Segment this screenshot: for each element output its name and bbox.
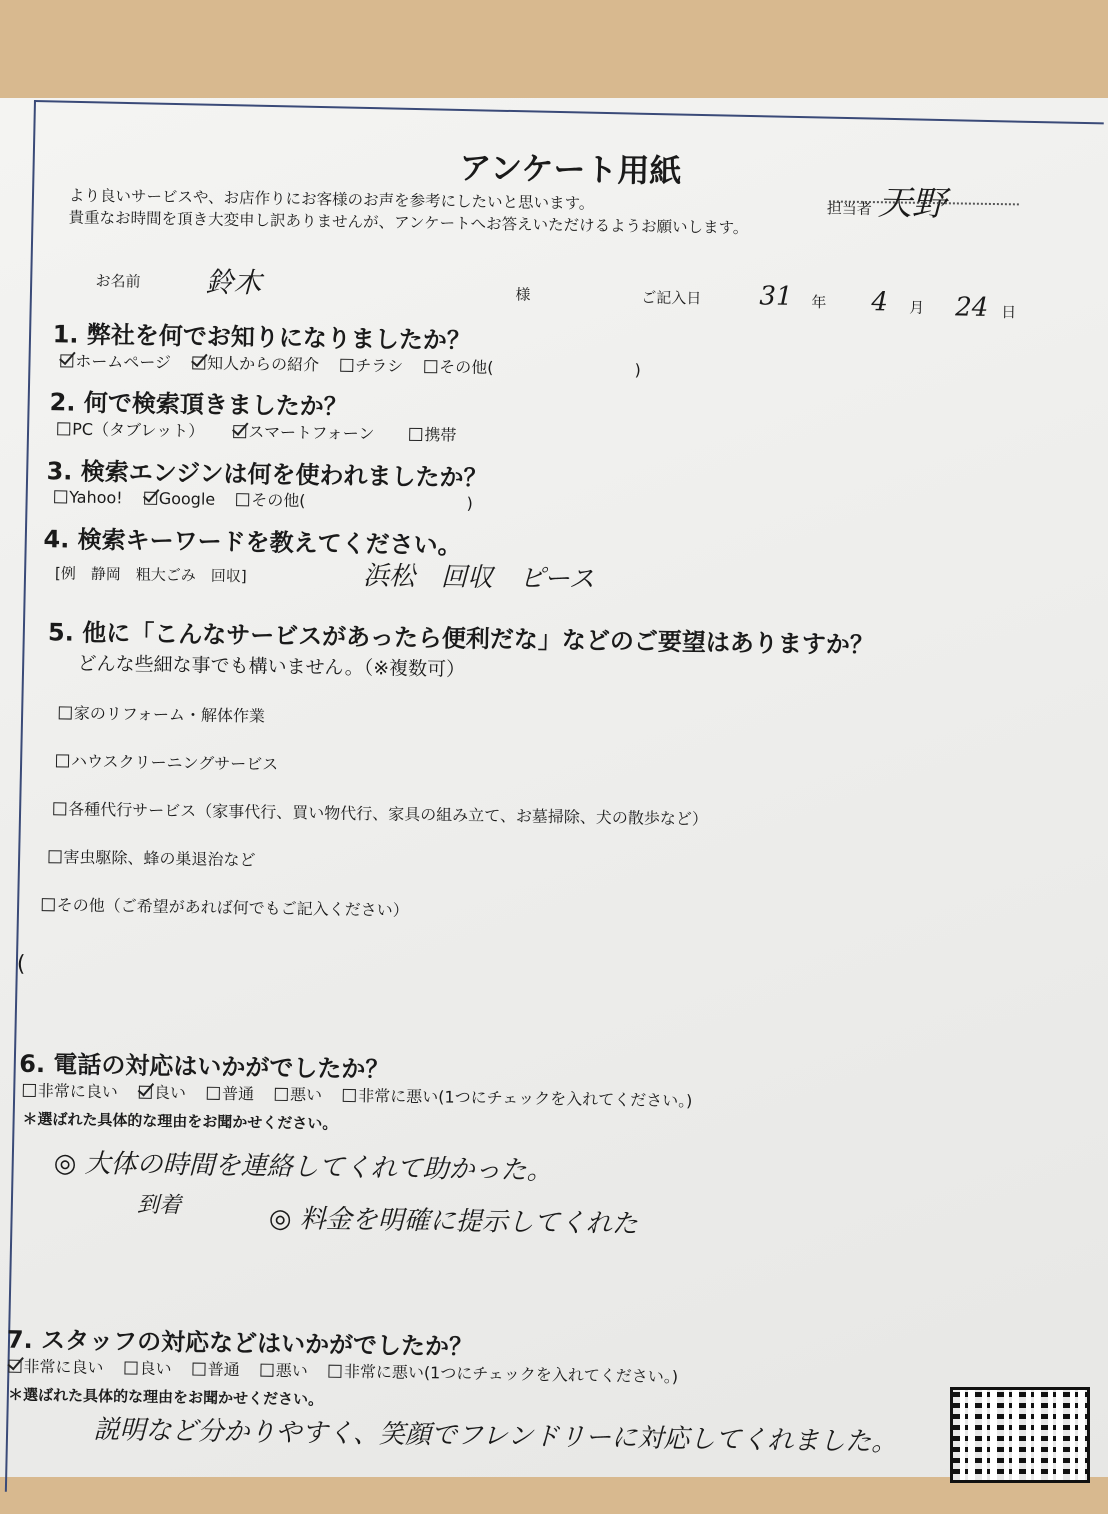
date-label: ご記入日	[641, 288, 702, 308]
q7-option[interactable]: 悪い	[261, 1361, 308, 1381]
q3-option[interactable]: Google	[144, 489, 216, 509]
q1-option[interactable]: ホームページ	[60, 351, 171, 372]
q6-answer-2: ◎ 料金を明確に提示してくれた	[268, 1203, 639, 1240]
question-2: 2. 何で検索頂きましたか？	[49, 388, 349, 421]
form-title: アンケート用紙	[459, 148, 682, 191]
q5-option[interactable]: その他（ご希望があれば何でもご記入ください）	[42, 892, 409, 921]
q2-option[interactable]: スマートフォーン	[233, 422, 374, 443]
q3-close-paren: )	[466, 493, 473, 513]
question-4: 4. 検索キーワードを教えてください。	[43, 525, 462, 560]
checkbox[interactable]	[343, 1089, 356, 1102]
q7-answer: 説明など分かりやすく、笑顔でフレンドリーに対応してくれました。	[93, 1415, 898, 1458]
q7-option[interactable]: 非常に良い	[8, 1357, 103, 1377]
q1-option[interactable]: その他(	[424, 357, 494, 377]
checkbox[interactable]	[193, 1363, 206, 1376]
checkbox[interactable]	[409, 428, 422, 441]
year-unit: 年	[811, 293, 827, 312]
q6-answer-1: ◎ 大体の時間を連絡してくれて助かった。	[53, 1148, 553, 1187]
q2-option[interactable]: PC（タブレット）	[57, 419, 204, 440]
honorific: 様	[515, 285, 531, 304]
checkbox[interactable]	[207, 1087, 220, 1100]
checkbox-checked[interactable]	[144, 492, 157, 505]
q6-options	[23, 1078, 709, 1112]
q3-option[interactable]: その他(	[236, 490, 306, 510]
q6-answer-1-insert: 到着	[136, 1192, 182, 1219]
question-6: 6. 電話の対応はいかがでしたか？	[19, 1049, 390, 1084]
q6-option[interactable]: 普通	[207, 1084, 254, 1104]
survey-form	[6, 126, 1040, 1482]
q7-option[interactable]: 非常に悪い(1つにチェックを入れてください。)	[329, 1362, 678, 1386]
name-label: お名前	[95, 271, 141, 291]
q6-option[interactable]: 悪い	[275, 1085, 322, 1105]
checkbox[interactable]	[48, 850, 61, 863]
q1-option[interactable]: 知人からの紹介	[192, 353, 319, 374]
checkbox[interactable]	[57, 422, 70, 435]
checkbox[interactable]	[329, 1365, 342, 1378]
checkbox[interactable]	[340, 359, 353, 372]
q5-option[interactable]: 各種代行サービス（家事代行、買い物代行、家具の組み立て、お墓掃除、犬の散歩など）	[53, 796, 708, 829]
intro-text	[68, 184, 748, 239]
question-3: 3. 検索エンジンは何を使われましたか？	[46, 457, 488, 493]
checkbox-checked[interactable]	[60, 354, 73, 367]
q7-option[interactable]: 良い	[124, 1358, 171, 1378]
checkbox[interactable]	[275, 1088, 288, 1101]
day-unit: 日	[1001, 303, 1017, 322]
checkbox-checked[interactable]	[233, 425, 246, 438]
q2-options	[57, 416, 473, 446]
q4-answer: 浜松 回収 ピース	[362, 561, 595, 595]
checkbox[interactable]	[56, 754, 69, 767]
q5-other-paren: (	[16, 951, 26, 977]
q1-close-paren: )	[634, 360, 641, 380]
intro-line: 貴重なお時間を頂き大変申し訳ありませんが、アンケートへお答えいただけるようお願いします。	[68, 208, 749, 238]
checkbox[interactable]	[42, 898, 55, 911]
checkbox[interactable]	[53, 802, 66, 815]
checkbox[interactable]	[424, 360, 437, 373]
q6-option[interactable]: 非常に良い	[23, 1081, 118, 1101]
q5-option[interactable]: ハウスクリーニングサービス	[56, 748, 279, 774]
q3-option[interactable]: Yahoo!	[54, 487, 123, 507]
staff-name: 天野	[877, 183, 947, 225]
q1-options	[60, 348, 641, 380]
q2-option[interactable]: 携帯	[409, 425, 456, 445]
intro-line: より良いサービスや、お店作りにお客様のお声を参考にしたいと思います。	[68, 186, 595, 213]
staff-label: 担当者	[826, 199, 872, 219]
checkbox[interactable]	[125, 1361, 138, 1374]
question-5: 5. 他に「こんなサービスがあったら便利だな」などのご要望はありますか？	[47, 618, 875, 660]
q1-option[interactable]: チラシ	[340, 356, 403, 376]
date-year: 31	[759, 281, 793, 312]
checkbox-checked[interactable]	[139, 1086, 152, 1099]
q5-option[interactable]: 害虫駆除、蜂の巣退治など	[48, 844, 255, 870]
q7-option[interactable]: 普通	[193, 1360, 240, 1380]
date-day: 24	[955, 292, 989, 323]
date-month: 4	[871, 287, 889, 318]
checkbox[interactable]	[261, 1364, 274, 1377]
question-1: 1. 弊社を何でお知りになりましたか？	[52, 320, 472, 355]
question-7: 7. スタッフの対応などはいかがでしたか？	[6, 1325, 474, 1361]
checkbox[interactable]	[54, 490, 67, 503]
q4-example: [例 静岡 粗大ごみ 回収]	[54, 564, 247, 586]
checkbox-checked[interactable]	[192, 356, 205, 369]
q6-option[interactable]: 良い	[139, 1083, 186, 1103]
checkbox[interactable]	[59, 706, 72, 719]
name-value: 鈴木	[205, 265, 262, 300]
q6-option[interactable]: 非常に悪い(1つにチェックを入れてください。)	[343, 1086, 692, 1110]
q6-note: ＊選ばれた具体的な理由をお聞かせください。	[22, 1109, 338, 1133]
checkbox[interactable]	[23, 1084, 36, 1097]
month-unit: 月	[909, 298, 925, 317]
q7-options	[8, 1354, 694, 1388]
checkbox-checked[interactable]	[8, 1360, 21, 1373]
q5-option[interactable]: 家のリフォーム・解体作業	[59, 700, 266, 726]
q7-note: ＊選ばれた具体的な理由をお聞かせください。	[7, 1385, 324, 1409]
qr-code-icon	[950, 1387, 1090, 1483]
checkbox[interactable]	[236, 493, 249, 506]
q5-subtitle: どんな些細な事でも構いません。（※複数可）	[77, 652, 466, 681]
